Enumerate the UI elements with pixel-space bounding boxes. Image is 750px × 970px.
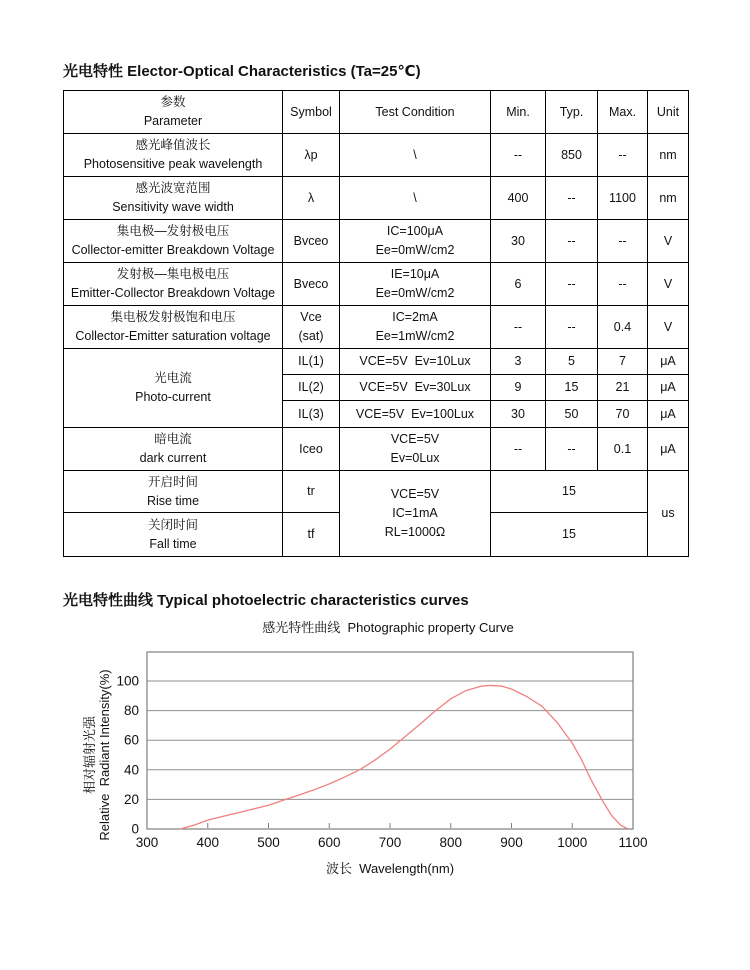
x-tick-label: 700 bbox=[378, 835, 402, 850]
cell-unit: μA bbox=[648, 428, 689, 471]
y-tick-label: 0 bbox=[131, 821, 139, 837]
cell-condition: \ bbox=[340, 177, 491, 220]
col-header-test-condition: Test Condition bbox=[340, 91, 491, 134]
x-tick-label: 1000 bbox=[557, 835, 588, 850]
y-axis-title: 相对辐射光强Relative Radiant Intensity(%) bbox=[82, 669, 112, 841]
cell-min: 9 bbox=[491, 375, 546, 401]
cell-max: 21 bbox=[598, 375, 648, 401]
section-title-electro-optical: 光电特性 Elector-Optical Characteristics (Ta=25℃) bbox=[63, 63, 421, 80]
cell-parameter: 关闭时间 Fall time bbox=[64, 513, 283, 557]
x-axis-title: 波长 Wavelength(nm) bbox=[325, 861, 455, 876]
cell-unit: nm bbox=[648, 134, 689, 177]
col-header-typ: Typ. bbox=[546, 91, 598, 134]
x-tick-label: 800 bbox=[439, 835, 463, 850]
cell-symbol: IL(3) bbox=[283, 401, 340, 428]
cell-rise-value: 15 bbox=[491, 471, 648, 513]
cell-parameter: 集电极发射极饱和电压 Collector-Emitter saturation voltage bbox=[64, 306, 283, 349]
cell-condition: VCE=5V Ev=100Lux bbox=[340, 401, 491, 428]
cell-min: 30 bbox=[491, 401, 546, 428]
y-tick-label: 80 bbox=[123, 703, 139, 719]
y-tick-label: 100 bbox=[116, 673, 139, 689]
cell-parameter: 集电极—发射极电压 Collector-emitter Breakdown Voltage bbox=[64, 220, 283, 263]
x-tick-label: 900 bbox=[500, 835, 523, 850]
cell-symbol: Vce (sat) bbox=[283, 306, 340, 349]
electro-optical-characteristics-table bbox=[63, 90, 689, 557]
header-parameter-en: Parameter bbox=[143, 114, 203, 128]
cell-typ: -- bbox=[546, 220, 598, 263]
cell-typ: 5 bbox=[546, 349, 598, 375]
cell-max: -- bbox=[598, 134, 648, 177]
cell-parameter: 发射极—集电极电压 Emitter-Collector Breakdown Voltage bbox=[64, 263, 283, 306]
cell-unit-rise-fall: us bbox=[648, 471, 689, 557]
table-row-dark-current bbox=[64, 428, 689, 471]
x-tick-label: 500 bbox=[257, 835, 280, 850]
cell-condition: IC=2mA Ee=1mW/cm2 bbox=[340, 306, 491, 349]
table-row-rise-time bbox=[64, 471, 689, 513]
y-tick-label: 40 bbox=[123, 762, 139, 778]
cell-min: 3 bbox=[491, 349, 546, 375]
cell-min: 6 bbox=[491, 263, 546, 306]
section-title-curves: 光电特性曲线 Typical photoelectric characteristics curves bbox=[63, 592, 469, 609]
spectral-response-curve bbox=[180, 685, 627, 829]
cell-parameter-photo-current: 光电流 Photo-current bbox=[64, 349, 283, 428]
y-tick-label: 60 bbox=[123, 732, 139, 748]
cell-min: -- bbox=[491, 306, 546, 349]
table-row-wave-width bbox=[64, 177, 689, 220]
x-tick-label: 300 bbox=[135, 835, 159, 850]
cell-unit: V bbox=[648, 263, 689, 306]
table-header-row bbox=[64, 91, 689, 134]
cell-condition: IE=10μA Ee=0mW/cm2 bbox=[340, 263, 491, 306]
cell-symbol: IL(2) bbox=[283, 375, 340, 401]
cell-symbol: Bveco bbox=[283, 263, 340, 306]
x-tick-label: 1100 bbox=[618, 835, 648, 850]
cell-max: -- bbox=[598, 220, 648, 263]
cell-condition: IC=100μA Ee=0mW/cm2 bbox=[340, 220, 491, 263]
cell-unit: μA bbox=[648, 401, 689, 428]
cell-typ: 850 bbox=[546, 134, 598, 177]
cell-unit: V bbox=[648, 220, 689, 263]
chart-title: 感光特性曲线 Photographic property Curve bbox=[262, 620, 514, 635]
cell-unit: μA bbox=[648, 375, 689, 401]
cell-fall-value: 15 bbox=[491, 513, 648, 557]
cell-parameter: 开启时间 Rise time bbox=[64, 471, 283, 513]
cell-symbol: tf bbox=[283, 513, 340, 557]
cell-condition-rise-fall: VCE=5V IC=1mA RL=1000Ω bbox=[340, 471, 491, 557]
cell-max: 70 bbox=[598, 401, 648, 428]
table-row-bveco bbox=[64, 263, 689, 306]
cell-unit: V bbox=[648, 306, 689, 349]
cell-min: 400 bbox=[491, 177, 546, 220]
cell-unit: μA bbox=[648, 349, 689, 375]
cell-max: 7 bbox=[598, 349, 648, 375]
table-row-bvceo bbox=[64, 220, 689, 263]
cell-typ: -- bbox=[546, 263, 598, 306]
y-tick-label: 20 bbox=[123, 791, 139, 807]
cell-max: -- bbox=[598, 263, 648, 306]
cell-typ: 50 bbox=[546, 401, 598, 428]
cell-symbol: Bvceo bbox=[283, 220, 340, 263]
x-tick-label: 600 bbox=[317, 835, 341, 850]
cell-parameter: 暗电流 dark current bbox=[64, 428, 283, 471]
cell-symbol: λ bbox=[283, 177, 340, 220]
cell-condition: VCE=5V Ev=10Lux bbox=[340, 349, 491, 375]
cell-symbol: Iceo bbox=[283, 428, 340, 471]
cell-parameter: 感光峰值波长 Photosensitive peak wavelength bbox=[64, 134, 283, 177]
table-row-il1 bbox=[64, 349, 689, 375]
x-tick-label: 400 bbox=[196, 835, 220, 850]
cell-symbol: tr bbox=[283, 471, 340, 513]
cell-typ: -- bbox=[546, 428, 598, 471]
header-parameter-zh: 参数 bbox=[160, 95, 186, 109]
cell-max: 1100 bbox=[598, 177, 648, 220]
col-header-parameter bbox=[64, 91, 283, 134]
table-row-peak-wavelength bbox=[64, 134, 689, 177]
cell-condition: \ bbox=[340, 134, 491, 177]
cell-max: 0.4 bbox=[598, 306, 648, 349]
col-header-unit: Unit bbox=[648, 91, 689, 134]
cell-parameter: 感光波宽范围 Sensitivity wave width bbox=[64, 177, 283, 220]
col-header-symbol: Symbol bbox=[283, 91, 340, 134]
cell-typ: -- bbox=[546, 306, 598, 349]
table-row-vce-sat bbox=[64, 306, 689, 349]
col-header-min: Min. bbox=[491, 91, 546, 134]
cell-typ: -- bbox=[546, 177, 598, 220]
cell-max: 0.1 bbox=[598, 428, 648, 471]
cell-typ: 15 bbox=[546, 375, 598, 401]
cell-condition: VCE=5V Ev=30Lux bbox=[340, 375, 491, 401]
cell-min: 30 bbox=[491, 220, 546, 263]
cell-symbol: λp bbox=[283, 134, 340, 177]
cell-unit: nm bbox=[648, 177, 689, 220]
col-header-max: Max. bbox=[598, 91, 648, 134]
cell-min: -- bbox=[491, 428, 546, 471]
cell-symbol: IL(1) bbox=[283, 349, 340, 375]
cell-min: -- bbox=[491, 134, 546, 177]
photographic-property-chart bbox=[80, 645, 660, 890]
cell-condition: VCE=5V Ev=0Lux bbox=[340, 428, 491, 471]
